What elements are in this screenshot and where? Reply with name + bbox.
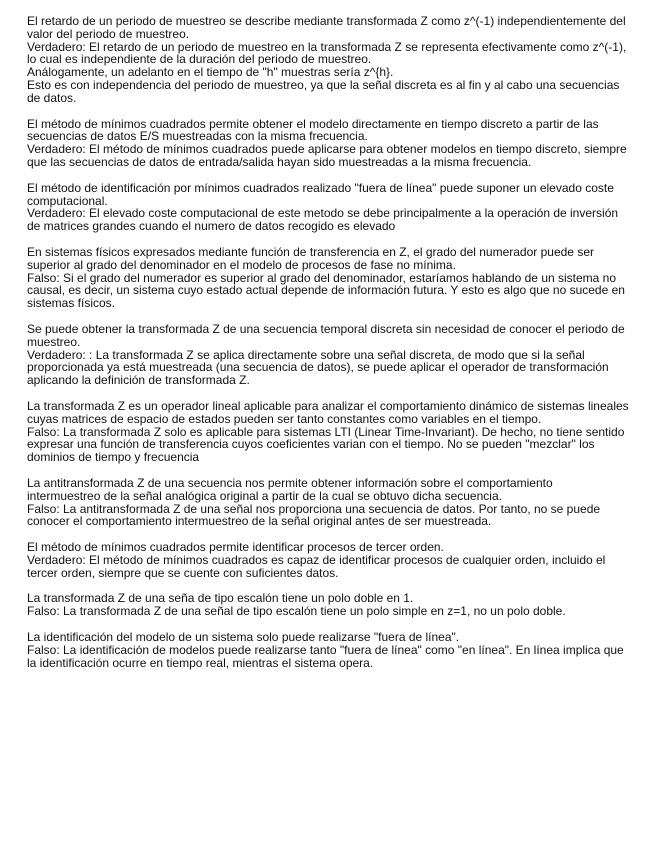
- qa-block-4: [27, 246, 629, 310]
- answer-text: Análogamente, un adelanto en el tiempo de "h" muestras sería z^{h}.: [27, 65, 394, 80]
- question-text: La transformada Z de una seña de tipo escalón tiene un polo doble en 1.: [27, 591, 414, 606]
- answer-text: Verdadero: El método de mínimos cuadrados es capaz de identificar procesos de cualquier orden, incluido el tercer orden, siempre que se cuente con suficientes datos.: [27, 552, 606, 580]
- answer-text: Verdadero: El retardo de un periodo de muestreo en la transformada Z se representa efectivamente como z^(-1), lo cual es independiente de la duración del periodo de muestreo.: [27, 39, 627, 67]
- question-text: El método de mínimos cuadrados permite identificar procesos de tercer orden.: [27, 540, 444, 555]
- answer-text: Falso: La transformada Z solo es aplicable para sistemas LTI (Linear Time-Invariant). De hecho, no tiene sentido expresar una función de transferencia cuyos coeficientes varian con el tiempo. No se pueden "mezclar" los dominios de tiempo y frecuencia: [27, 424, 625, 465]
- answer-text: Verdadero: : La transformada Z se aplica directamente sobre una señal discreta, de modo que si la señal proporcionada ya está muestreada (una secuencia de datos), se puede aplicar el operador de transformación aplicando la definición de transformada Z.: [27, 347, 609, 388]
- question-text: La identificación del modelo de un sistema solo puede realizarse "fuera de línea".: [27, 630, 460, 645]
- qa-block-6: [27, 400, 629, 464]
- question-text: Se puede obtener la transformada Z de una secuencia temporal discreta sin necesidad de conocer el periodo de muestreo.: [27, 321, 625, 349]
- qa-block-10: [27, 631, 629, 669]
- answer-text: Falso: La antitransformada Z de una señal nos proporciona una secuencia de datos. Por tanto, no se puede conocer el comportamiento intermuestreo de la señal original antes de ser muestreada.: [27, 501, 601, 529]
- question-text: La transformada Z es un operador lineal aplicable para analizar el comportamiento dinámico de sistemas lineales cuyas matrices de espacio de estados pueden ser tanto constantes como variables en el tiempo.: [27, 398, 629, 426]
- qa-block-1: [27, 15, 629, 105]
- answer-text: Esto es con independencia del periodo de muestreo, ya que la señal discreta es al fin y al cabo una secuencias de datos.: [27, 77, 620, 105]
- qa-block-9: [27, 592, 629, 618]
- question-text: En sistemas físicos expresados mediante función de transferencia en Z, el grado del numerador puede ser superior al grado del denominador en el modelo de procesos de fase no mínima.: [27, 244, 594, 272]
- question-text: La antitransformada Z de una secuencia nos permite obtener información sobre el comportamiento intermuestreo de la señal analógica original a partir de la cual se obtuvo dicha secuencia.: [27, 475, 553, 503]
- qa-block-7: [27, 477, 629, 528]
- qa-block-3: [27, 182, 629, 233]
- document-body: [27, 15, 629, 682]
- question-text: El método de identificación por mínimos cuadrados realizado "fuera de línea" puede suponer un elevado coste computacional.: [27, 180, 614, 208]
- answer-text: Verdadero: El elevado coste computacional de este metodo se debe principalmente a la operación de inversión de matrices grandes cuando el numero de datos recogido es elevado: [27, 206, 619, 234]
- answer-text: Falso: La transformada Z de una señal de tipo escalón tiene un polo simple en z=1, no un polo doble.: [27, 604, 566, 619]
- qa-block-2: [27, 118, 629, 169]
- answer-text: Verdadero: El método de mínimos cuadrados puede aplicarse para obtener modelos en tiempo discreto, siempre que las secuencias de datos de entrada/salida hayan sido muestreadas a la misma frecuencia.: [27, 142, 627, 169]
- question-text: El retardo de un periodo de muestreo se describe mediante transformada Z como z^(-1) independientemente del valor del periodo de muestreo.: [27, 14, 626, 41]
- answer-text: Falso: Si el grado del numerador es superior al grado del denominador, estaríamos hablando de un sistema no causal, es decir, un sistema cuyo estado actual depende de información futura. Y esto es algo que no sucede en sistemas físicos.: [27, 270, 625, 311]
- qa-block-8: [27, 541, 629, 579]
- qa-block-5: [27, 323, 629, 387]
- question-text: El método de mínimos cuadrados permite obtener el modelo directamente en tiempo discreto a partir de las secuencias de datos E/S muestreadas con la misma frecuencia.: [27, 116, 599, 144]
- answer-text: Falso: La identificación de modelos puede realizarse tanto "fuera de línea" como "en línea". En línea implica que la identificación ocurre en tiempo real, mientras el sistema opera.: [27, 642, 624, 670]
